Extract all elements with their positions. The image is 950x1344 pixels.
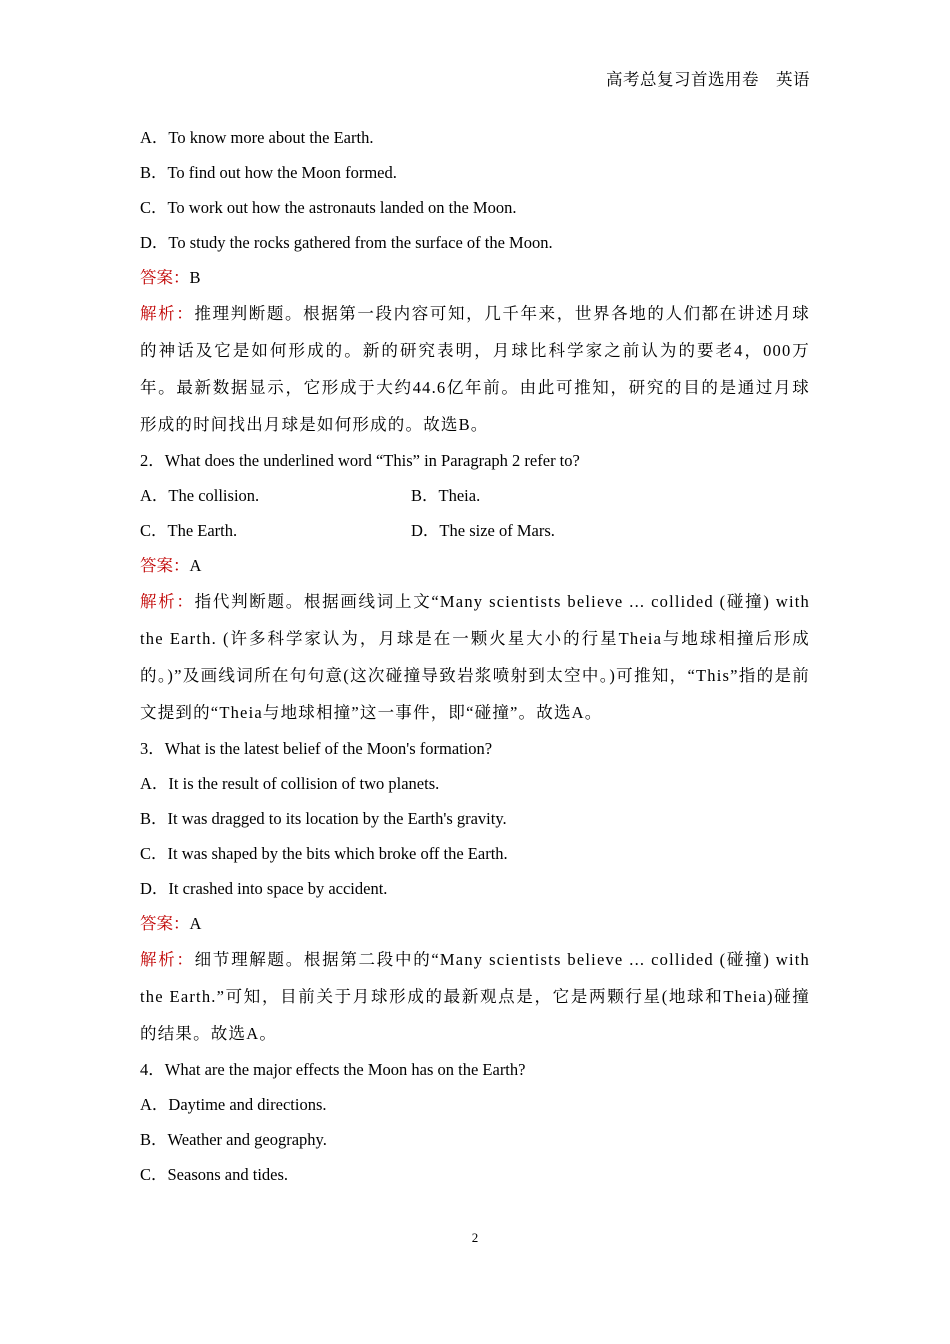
answer-value: B <box>189 268 201 287</box>
q3-answer <box>140 906 810 941</box>
q2-explanation <box>140 583 810 731</box>
q1-option-b: B．To find out how the Moon formed. <box>140 163 397 182</box>
q3-option-d: D．It crashed into space by accident. <box>140 879 388 898</box>
explanation-label: 解析： <box>140 304 195 323</box>
explanation-label: 解析： <box>140 950 195 969</box>
q3-question: 3．What is the latest belief of the Moon's formation? <box>140 739 493 758</box>
page-number: 2 <box>471 1230 479 1245</box>
q4-option-b: B．Weather and geography. <box>140 1130 327 1149</box>
q2-option-d: D．The size of Mars. <box>411 521 555 540</box>
answer-value: A <box>189 556 202 575</box>
q1-option-c: C．To work out how the astronauts landed on the Moon. <box>140 198 517 217</box>
q2-options-row-1 <box>140 478 810 513</box>
q2-options-row-2 <box>140 513 810 548</box>
q1-option-a: A．To know more about the Earth. <box>140 128 374 147</box>
q3-option-a: A．It is the result of collision of two planets. <box>140 774 440 793</box>
q2-option-c: C．The Earth. <box>140 521 238 540</box>
document-body <box>140 120 810 1192</box>
q1-explanation <box>140 295 810 443</box>
explanation-label: 解析： <box>140 592 195 611</box>
answer-label: 答案： <box>140 268 190 287</box>
explanation-text: 细节理解题。根据第二段中的“Many scientists believe ... collided (碰撞) with the Earth.”可知，目前关于月球形成的最新观点是，它是两颗行星(地球和Theia)碰撞的结果。故选A。 <box>140 950 810 1043</box>
q3-option-b: B．It was dragged to its location by the Earth's gravity. <box>140 809 507 828</box>
q3-option-c: C．It was shaped by the bits which broke off the Earth. <box>140 844 508 863</box>
q4-option-c: C．Seasons and tides. <box>140 1165 289 1184</box>
q4-option-a: A．Daytime and directions. <box>140 1095 327 1114</box>
q2-option-a: A．The collision. <box>140 486 260 505</box>
page-header: 高考总复习首选用卷 英语 <box>606 70 810 89</box>
q1-option-d: D．To study the rocks gathered from the surface of the Moon. <box>140 233 553 252</box>
explanation-text: 推理判断题。根据第一段内容可知，几千年来，世界各地的人们都在讲述月球的神话及它是如何形成的。新的研究表明，月球比科学家之前认为的要老4，000万年。最新数据显示，它形成于大约44.6亿年前。由此可推知，研究的目的是通过月球形成的时间找出月球是如何形成的。故选B。 <box>140 304 810 434</box>
q4-question: 4．What are the major effects the Moon has on the Earth? <box>140 1060 526 1079</box>
q1-answer <box>140 260 810 295</box>
answer-value: A <box>189 914 202 933</box>
q3-explanation <box>140 941 810 1052</box>
explanation-text: 指代判断题。根据画线词上文“Many scientists believe ... collided (碰撞) with the Earth. (许多科学家认为，月球是在一颗火星大小的行星Theia与地球相撞后形成的。)”及画线词所在句句意(这次碰撞导致岩浆喷射到太空中。)可推知，“This”指的是前文提到的“Theia与地球相撞”这一事件，即“碰撞”。故选A。 <box>140 592 810 722</box>
answer-label: 答案： <box>140 914 190 933</box>
q2-question: 2．What does the underlined word “This” in Paragraph 2 refer to? <box>140 451 580 470</box>
q2-option-b: B．Theia. <box>411 486 481 505</box>
q2-answer <box>140 548 810 583</box>
answer-label: 答案： <box>140 556 190 575</box>
